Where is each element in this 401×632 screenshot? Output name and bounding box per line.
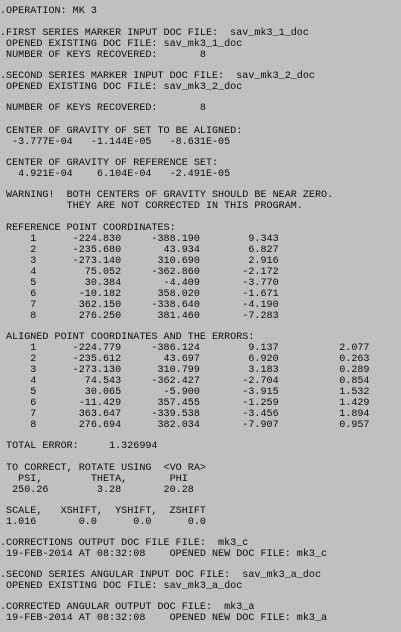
output-line: 3 -273.140 310.690 2.916 bbox=[0, 256, 279, 267]
output-line: 4 74.543 -362.427 -2.704 0.854 bbox=[0, 376, 370, 387]
output-line: .FIRST SERIES MARKER INPUT DOC FILE: sav_mk3_1_doc bbox=[0, 28, 309, 39]
output-line: 1.016 0.0 0.0 0.0 bbox=[0, 517, 206, 528]
output-line: 1 -224.830 -388.190 9.343 bbox=[0, 234, 279, 245]
output-line: WARNING! BOTH CENTERS OF GRAVITY SHOULD BE NEAR ZERO. bbox=[0, 190, 334, 201]
output-line: .SECOND SERIES ANGULAR INPUT DOC FILE: sav_mk3_a_doc bbox=[0, 570, 322, 581]
output-line: OPENED EXISTING DOC FILE: sav_mk3_2_doc bbox=[0, 82, 243, 93]
output-line: 6 -11.429 357.455 -1.259 1.429 bbox=[0, 398, 370, 409]
output-line: PSI, THETA, PHI bbox=[0, 474, 188, 485]
output-line: SCALE, XSHIFT, YSHIFT, ZSHIFT bbox=[0, 506, 206, 517]
output-line: TO CORRECT, ROTATE USING <VO RA> bbox=[0, 463, 206, 474]
output-line: ALIGNED POINT COORDINATES AND THE ERRORS: bbox=[0, 332, 255, 343]
output-line: .SECOND SERIES MARKER INPUT DOC FILE: sav_mk3_2_doc bbox=[0, 71, 315, 82]
output-line: 5 30.065 -5.900 -3.915 1.532 bbox=[0, 387, 370, 398]
output-line: 1 -224.779 -386.124 9.137 2.077 bbox=[0, 343, 370, 354]
output-line: 2 -235.680 43.934 6.827 bbox=[0, 245, 279, 256]
output-line: .OPERATION: MK 3 bbox=[0, 6, 97, 17]
output-line: OPENED EXISTING DOC FILE: sav_mk3_1_doc bbox=[0, 39, 243, 50]
output-line: THEY ARE NOT CORRECTED IN THIS PROGRAM. bbox=[0, 201, 303, 212]
output-line: NUMBER OF KEYS RECOVERED: 8 bbox=[0, 50, 206, 61]
output-line: .CORRECTED ANGULAR OUTPUT DOC FILE: mk3_a bbox=[0, 602, 255, 613]
output-line: 7 362.150 -338.640 -4.190 bbox=[0, 300, 279, 311]
output-line: .CORRECTIONS OUTPUT DOC FILE FILE: mk3_c bbox=[0, 538, 249, 549]
output-line: 4 75.052 -362.860 -2.172 bbox=[0, 267, 279, 278]
output-line: 7 363.647 -339.538 -3.456 1.894 bbox=[0, 409, 370, 420]
output-line: -3.777E-04 -1.144E-05 -8.631E-05 bbox=[0, 137, 231, 148]
output-line: 8 276.250 381.460 -7.283 bbox=[0, 311, 279, 322]
output-line: 5 30.384 -4.409 -3.770 bbox=[0, 278, 279, 289]
output-line: 4.921E-04 6.104E-04 -2.491E-05 bbox=[0, 169, 231, 180]
output-line: 3 -273.130 310.799 3.183 0.289 bbox=[0, 365, 370, 376]
output-line: TOTAL ERROR: 1.326994 bbox=[0, 441, 158, 452]
output-line: OPENED EXISTING DOC FILE: sav_mk3_a_doc bbox=[0, 581, 243, 592]
output-line: 19-FEB-2014 AT 08:32:08 OPENED NEW DOC FILE: mk3_c bbox=[0, 549, 328, 560]
output-line: 6 -10.182 358.020 -1.671 bbox=[0, 289, 279, 300]
output-line: 2 -235.612 43.697 6.920 0.263 bbox=[0, 354, 370, 365]
output-line: 8 276.694 382.034 -7.907 0.957 bbox=[0, 420, 370, 431]
output-line: CENTER OF GRAVITY OF REFERENCE SET: bbox=[0, 158, 219, 169]
output-line: CENTER OF GRAVITY OF SET TO BE ALIGNED: bbox=[0, 126, 243, 137]
output-line: 19-FEB-2014 AT 08:32:08 OPENED NEW DOC FILE: mk3_a bbox=[0, 613, 328, 624]
output-line: NUMBER OF KEYS RECOVERED: 8 bbox=[0, 103, 206, 114]
output-line: 250.26 3.28 20.28 bbox=[0, 485, 194, 496]
output-line: REFERENCE POINT COORDINATES: bbox=[0, 223, 176, 234]
